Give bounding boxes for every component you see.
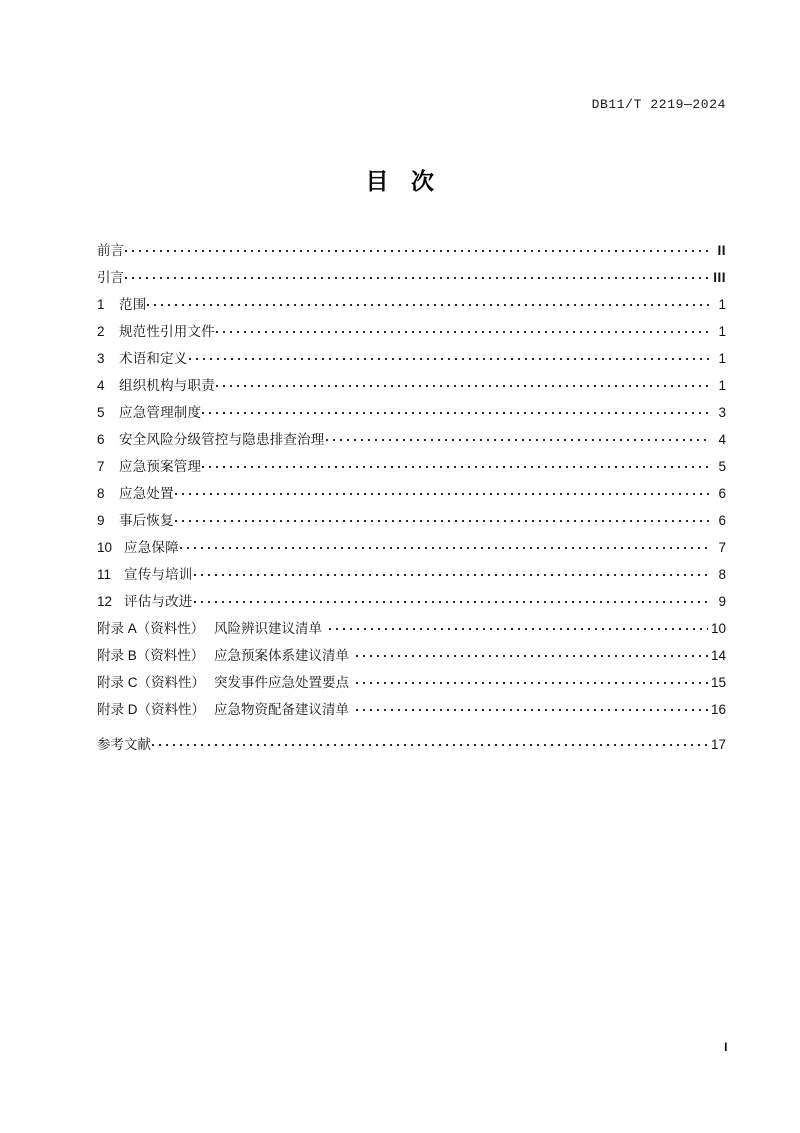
toc-entry-label: 评估与改进 bbox=[124, 594, 193, 609]
toc-entry-page: 14 bbox=[710, 648, 726, 663]
toc-entry-label: 应急预案管理 bbox=[119, 459, 202, 474]
appendix-title: 应急物资配备建议清单 bbox=[214, 702, 349, 717]
toc-entry-section-5[interactable] bbox=[97, 401, 726, 428]
toc-entry-bibliography[interactable] bbox=[97, 733, 726, 760]
dot-leader bbox=[175, 512, 709, 526]
toc-entry-label: 应急处置 bbox=[119, 486, 174, 501]
dot-leader bbox=[147, 296, 709, 310]
toc-entry-label: 前言 bbox=[97, 243, 124, 258]
dot-leader bbox=[216, 377, 709, 391]
toc-entry-number: 9 bbox=[97, 513, 105, 528]
toc-entry-page: 10 bbox=[710, 621, 726, 636]
toc-entry-appendix-c[interactable] bbox=[97, 671, 726, 698]
appendix-title: 应急预案体系建议清单 bbox=[214, 648, 349, 663]
toc-entry-page: III bbox=[713, 270, 726, 285]
toc-entry-section-9[interactable] bbox=[97, 509, 726, 536]
dot-leader bbox=[125, 242, 709, 256]
toc-entry-page: 1 bbox=[718, 324, 726, 339]
dot-leader bbox=[202, 404, 709, 418]
toc-entry-label: 范围 bbox=[119, 297, 147, 312]
toc-entry-label: 宣传与培训 bbox=[124, 567, 193, 582]
toc-entry-number: 7 bbox=[97, 459, 105, 474]
appendix-label: 附录 D（资料性） bbox=[97, 702, 205, 717]
appendix-label: 附录 C（资料性） bbox=[97, 675, 205, 690]
dot-leader bbox=[125, 269, 709, 283]
dot-leader bbox=[152, 736, 708, 750]
toc-entry-page: 17 bbox=[710, 737, 726, 752]
toc-entry-label: 术语和定义 bbox=[119, 351, 188, 366]
toc-entry-number: 2 bbox=[97, 324, 105, 339]
toc-entry-page: 15 bbox=[710, 675, 726, 690]
toc-entry-label: 安全风险分级管控与隐患排查治理 bbox=[119, 432, 325, 447]
toc-entry-section-1[interactable] bbox=[97, 293, 726, 320]
toc-entry-label: 规范性引用文件 bbox=[119, 324, 215, 339]
page-title bbox=[0, 163, 800, 196]
toc-entry-number: 6 bbox=[97, 432, 105, 447]
toc-entry-section-10[interactable] bbox=[97, 536, 726, 563]
toc-entry-page: 1 bbox=[718, 351, 726, 366]
toc-entry-section-3[interactable] bbox=[97, 347, 726, 374]
toc-entry-appendix-b[interactable] bbox=[97, 644, 726, 671]
dot-leader bbox=[326, 431, 710, 445]
dot-leader bbox=[194, 566, 710, 580]
toc-entry-appendix-a[interactable] bbox=[97, 617, 726, 644]
toc-entry-label: 应急管理制度 bbox=[119, 405, 202, 420]
toc-entry-section-8[interactable] bbox=[97, 482, 726, 509]
toc-entry-foreword[interactable] bbox=[97, 239, 726, 266]
toc-entry-page: 6 bbox=[718, 513, 726, 528]
dot-leader bbox=[356, 701, 708, 715]
toc-entry-section-12[interactable] bbox=[97, 590, 726, 617]
toc-entry-page: 9 bbox=[718, 594, 726, 609]
toc-entry-page: 5 bbox=[718, 459, 726, 474]
appendix-label: 附录 A（资料性） bbox=[97, 621, 205, 636]
toc-entry-number: 11 bbox=[97, 567, 112, 582]
dot-leader bbox=[175, 485, 709, 499]
toc-entry-section-4[interactable] bbox=[97, 374, 726, 401]
toc-entry-page: 4 bbox=[718, 432, 726, 447]
toc-entry-section-6[interactable] bbox=[97, 428, 726, 455]
toc-entry-page: 16 bbox=[710, 702, 726, 717]
toc-entry-page: II bbox=[717, 243, 726, 258]
page-title-char-2: 次 bbox=[411, 168, 435, 194]
dot-leader bbox=[216, 323, 709, 337]
page-title-char-1: 目 bbox=[365, 168, 389, 194]
toc-entry-label: 事后恢复 bbox=[119, 513, 174, 528]
toc-entry-number: 10 bbox=[97, 540, 113, 555]
dot-leader bbox=[329, 620, 708, 634]
toc-entry-page: 1 bbox=[718, 297, 726, 312]
toc-entry-label: 组织机构与职责 bbox=[119, 378, 215, 393]
toc-entry-page: 7 bbox=[718, 540, 726, 555]
dot-leader bbox=[194, 593, 710, 607]
dot-leader bbox=[356, 647, 708, 661]
toc-entry-section-7[interactable] bbox=[97, 455, 726, 482]
toc-entry-number: 12 bbox=[97, 594, 113, 609]
toc-entry-number: 4 bbox=[97, 378, 105, 393]
appendix-label: 附录 B（资料性） bbox=[97, 648, 205, 663]
toc-entry-label: 参考文献 bbox=[97, 737, 151, 752]
toc-entry-page: 6 bbox=[718, 486, 726, 501]
toc-entry-page: 1 bbox=[718, 378, 726, 393]
table-of-contents bbox=[97, 239, 726, 760]
dot-leader bbox=[189, 350, 710, 364]
dot-leader bbox=[202, 458, 709, 472]
appendix-title: 风险辨识建议清单 bbox=[214, 621, 322, 636]
toc-entry-label: 引言 bbox=[97, 270, 124, 285]
toc-entry-page: 8 bbox=[718, 567, 726, 582]
toc-entry-number: 8 bbox=[97, 486, 105, 501]
toc-entry-section-2[interactable] bbox=[97, 320, 726, 347]
toc-entry-introduction[interactable] bbox=[97, 266, 726, 293]
toc-entry-appendix-d[interactable] bbox=[97, 698, 726, 725]
toc-entry-number: 5 bbox=[97, 405, 105, 420]
appendix-title: 突发事件应急处置要点 bbox=[214, 675, 349, 690]
toc-entry-page: 3 bbox=[718, 405, 726, 420]
toc-entry-number: 3 bbox=[97, 351, 105, 366]
toc-entry-label: 应急保障 bbox=[124, 540, 179, 555]
toc-entry-section-11[interactable] bbox=[97, 563, 726, 590]
standard-code-header: DB11/T 2219—2024 bbox=[591, 97, 726, 112]
dot-leader bbox=[356, 674, 708, 688]
dot-leader bbox=[180, 539, 709, 553]
footer-page-number: I bbox=[724, 1040, 728, 1054]
toc-entry-number: 1 bbox=[97, 297, 105, 312]
